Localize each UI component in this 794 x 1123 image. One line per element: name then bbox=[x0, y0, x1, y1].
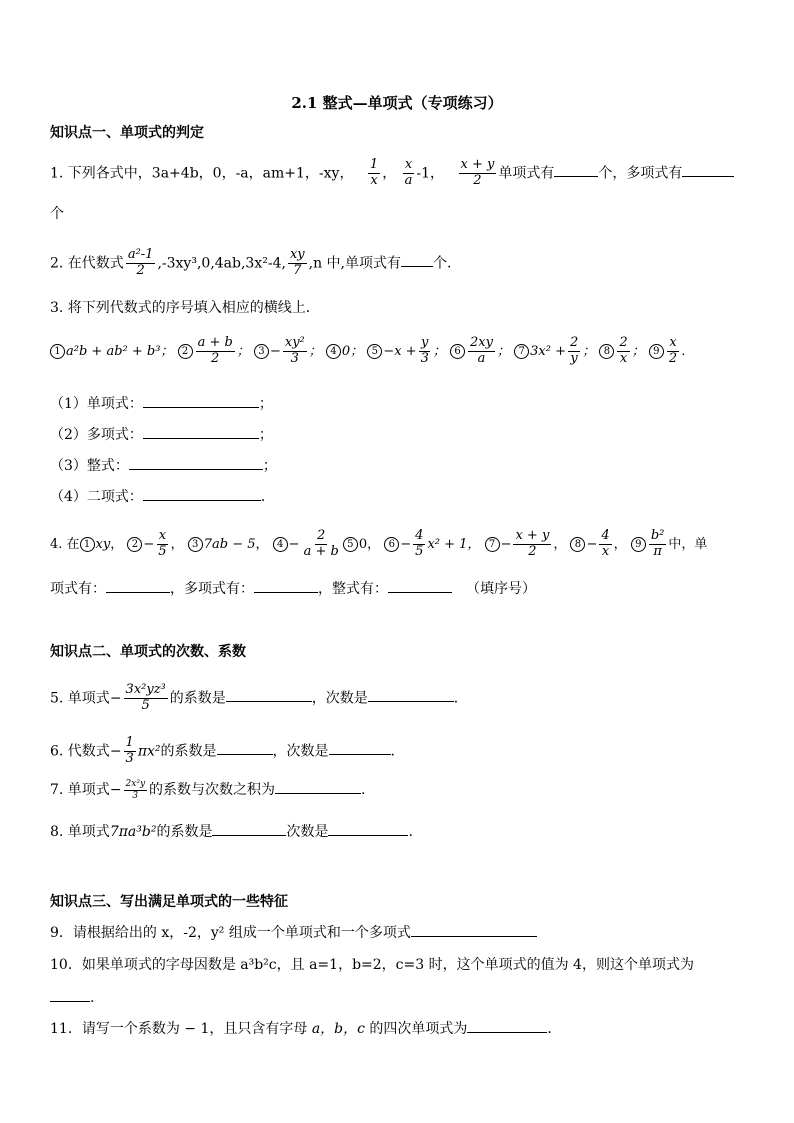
question-4-answers: 项式有： ，多项式有： ，整式有： （填序号） bbox=[50, 578, 536, 598]
q4-circle-3: 3 bbox=[188, 537, 203, 552]
circle-number-1: 1 bbox=[50, 344, 65, 359]
question-5: 5. 单项式− $\frac{\text{3x²yz³}}{5}$ 的系数是 ，次数是 . bbox=[50, 682, 459, 713]
q7-blank[interactable] bbox=[275, 779, 361, 794]
question-9: 9．请根据给出的 x，-2，y² 组成一个单项式和一个多项式 bbox=[50, 922, 537, 942]
question-11: 11．请写一个系数为 − 1，且只含有字母 a，b，c 的四次单项式为 ． bbox=[50, 1018, 561, 1038]
circle-number-4: 4 bbox=[326, 344, 341, 359]
q1-fraction-1: $\frac{1}{x}$ bbox=[369, 157, 379, 188]
question-6: 6. 代数式− $\frac{1}{3}$ πx²的系数是 ，次数是 . bbox=[50, 735, 395, 766]
q9-blank[interactable] bbox=[411, 922, 537, 937]
section-2-heading: 知识点二、单项式的次数、系数 bbox=[50, 644, 246, 660]
circle-number-7: 7 bbox=[514, 344, 529, 359]
question-4: 4. 在 1 xy， 2 − $\frac{x}{5}$ ， 3 7ab − 5， 4 − $\frac{2}{a + b}$ 5 0， 6 − $\frac{4}{5}$ x² + 1， 7 − $\frac{x + y}{2}$ ， 8 − $\frac{4}{x}$ ， 9 $\frac{\text{b²}}{\pi}$ 中，单 bbox=[50, 528, 708, 559]
section-3-heading: 知识点三、写出满足单项式的一些特征 bbox=[50, 894, 288, 910]
q4-circle-8: 8 bbox=[570, 537, 585, 552]
q3-sub-2: （2）多项式： ； bbox=[50, 424, 273, 444]
q8-blank-coefficient[interactable] bbox=[212, 821, 286, 836]
q1-text: 1. 下列各式中，3a+4b，0，-a，am+1，-xy， bbox=[50, 165, 354, 182]
q4-circle-1: 1 bbox=[80, 537, 95, 552]
q1-fraction-3: $\frac{x + y}{2}$ bbox=[460, 157, 495, 188]
q6-blank-coefficient[interactable] bbox=[217, 740, 273, 755]
q4-circle-9: 9 bbox=[631, 537, 646, 552]
q3-blank-binomial[interactable] bbox=[143, 486, 261, 501]
section-1-heading: 知识点一、单项式的判定 bbox=[50, 125, 204, 141]
q4-blank-integrals[interactable] bbox=[388, 578, 452, 593]
q1-wrap-text: 个 bbox=[50, 206, 64, 222]
q3-blank-polynomial[interactable] bbox=[143, 424, 259, 439]
question-3-text: 3. 将下列代数式的序号填入相应的横线上． bbox=[50, 300, 320, 316]
q4-circle-6: 6 bbox=[384, 537, 399, 552]
q1-blank-monomials[interactable] bbox=[554, 162, 598, 177]
q1-monomial-label: 单项式有 bbox=[498, 165, 555, 182]
circle-number-5: 5 bbox=[367, 344, 382, 359]
page-title: 2.1 整式—单项式（专项练习） bbox=[291, 94, 503, 112]
question-7: 7. 单项式− $\frac{\text{2x²y}}{3}$ 的系数与次数之积为 . bbox=[50, 779, 366, 801]
circle-number-8: 8 bbox=[599, 344, 614, 359]
circle-number-3: 3 bbox=[254, 344, 269, 359]
q5-blank-degree[interactable] bbox=[368, 687, 454, 702]
q4-circle-4: 4 bbox=[273, 537, 288, 552]
q4-circle-2: 2 bbox=[127, 537, 142, 552]
circle-number-6: 6 bbox=[450, 344, 465, 359]
question-8: 8. 单项式7πa³b²的系数是 次数是 . bbox=[50, 821, 413, 841]
q10-blank[interactable] bbox=[50, 987, 90, 1002]
question-2: 2. 在代数式 $\frac{\text{a²-1}}{2}$ ,-3xy³,0,4ab,3x²-4, $\frac{xy}{7}$ ,n 中,单项式有 个. bbox=[50, 247, 452, 278]
q1-polynomial-label: 个，多项式有 bbox=[598, 165, 683, 182]
q4-blank-polynomials[interactable] bbox=[254, 578, 318, 593]
q3-sub-1: （1）单项式： ； bbox=[50, 393, 273, 413]
q3-blank-monomial[interactable] bbox=[143, 393, 259, 408]
q4-circle-7: 7 bbox=[485, 537, 500, 552]
question-3-expressions: 1 a²b + ab² + b³； 2 $\frac{a + b}{2}$ ； 3 − $\frac{\text{xy²}}{3}$ ； 4 0； 5 −x + $\frac{y}{3}$ ； 6 $\frac{2xy}{a}$ ； 7 3x² + $\frac{2}{y}$ ； 8 $\frac{2}{x}$ ； 9 $\frac{x}{2}$ ． bbox=[50, 336, 694, 367]
q2-fraction-1: $\frac{\text{a²-1}}{2}$ bbox=[127, 247, 154, 278]
q11-blank[interactable] bbox=[467, 1018, 547, 1033]
circle-number-2: 2 bbox=[178, 344, 193, 359]
q6-blank-degree[interactable] bbox=[329, 740, 391, 755]
q4-circle-5: 5 bbox=[343, 537, 358, 552]
q3-sub-3: （3）整式： ； bbox=[50, 455, 277, 475]
question-1: 1. 下列各式中，3a+4b，0，-a，am+1，-xy， $\frac{1}{x}$ ， $\frac{x}{a}$ -1， $\frac{x + y}{2}$ 单项式有 个，多项式有 bbox=[50, 158, 734, 189]
q5-blank-coefficient[interactable] bbox=[226, 687, 312, 702]
q3-sub-4: （4）二项式： ． bbox=[50, 486, 275, 506]
q3-blank-integral[interactable] bbox=[129, 455, 263, 470]
q1-blank-polynomials[interactable] bbox=[682, 162, 734, 177]
q2-blank[interactable] bbox=[401, 252, 433, 267]
question-10-answer: . bbox=[50, 987, 94, 1006]
circle-number-9: 9 bbox=[649, 344, 664, 359]
q2-fraction-2: $\frac{xy}{7}$ bbox=[289, 247, 305, 278]
question-10: 10．如果单项式的字母因数是 a³b²c，且 a=1，b=2，c=3 时，这个单项式的值为 4，则这个单项式为 bbox=[50, 957, 694, 973]
q1-fraction-2: $\frac{x}{a}$ bbox=[404, 157, 413, 188]
q8-blank-degree[interactable] bbox=[328, 821, 408, 836]
q4-blank-monomials[interactable] bbox=[106, 578, 170, 593]
